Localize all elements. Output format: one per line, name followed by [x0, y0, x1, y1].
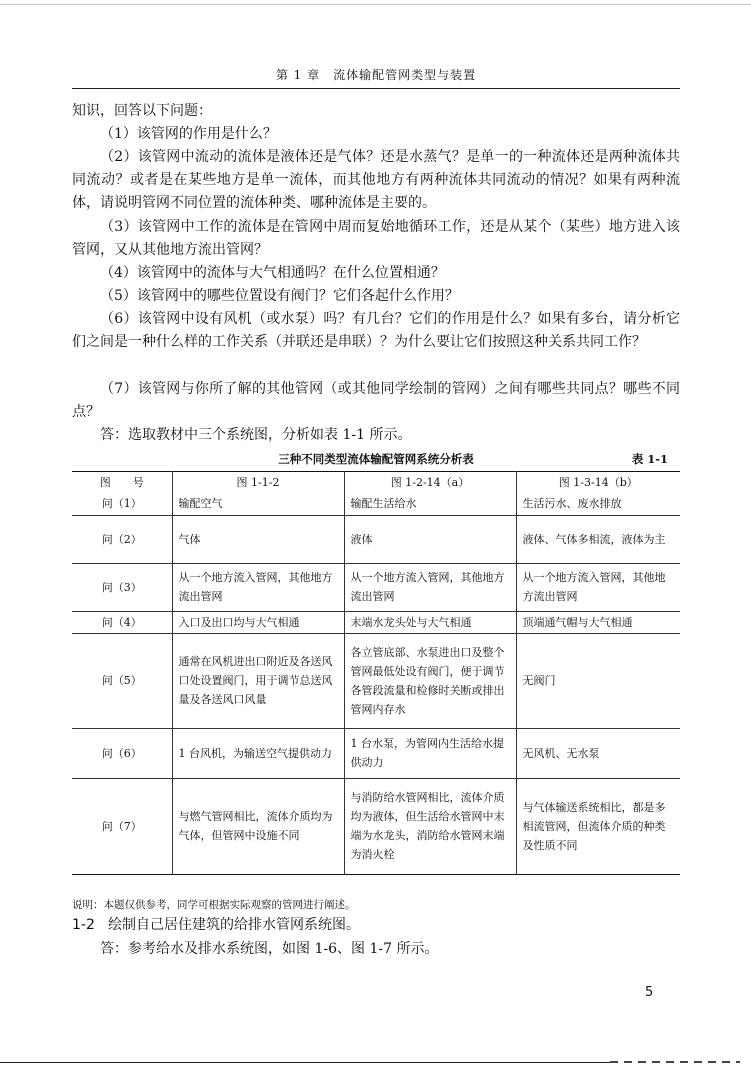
table-cell: 问（7）	[72, 778, 172, 874]
table-cell: 1 台风机，为输送空气提供动力	[172, 728, 344, 778]
table-cell: 顶端通气帽与大气相通	[516, 611, 680, 633]
table-cell: 与气体输送系统相比，都是多相流管网，但流体介质的种类及性质不同	[516, 778, 680, 874]
running-header	[72, 62, 680, 89]
table-cell: 从一个地方流入管网，其他地方流出管网	[516, 563, 680, 611]
question-3: （3）该管网中工作的流体是在管网中周而复始地循环工作，还是从某个（某些）地方进入该管网，又从其他地方流出管网？	[72, 219, 680, 259]
table-row	[72, 515, 680, 563]
table-cell: 入口及出口均与大气相通	[172, 611, 344, 633]
table-cell: 1 台水泵，为管网内生活给水提供动力	[344, 728, 516, 778]
answer-intro: 答：选取教材中三个系统图，分析如表 1-1 所示。	[100, 427, 412, 443]
section-answer: 答：参考给水及排水系统图，如图 1-6、图 1-7 所示。	[100, 941, 439, 957]
table-header-row	[72, 472, 680, 494]
table-cell: 问（6）	[72, 728, 172, 778]
table-header-cell: 图 1-2-14（a）	[344, 472, 516, 494]
table-header-cell: 图 号	[72, 472, 172, 494]
question-2: （2）该管网中流动的流体是液体还是气体？还是水蒸气？是单一的一种流体还是两种流体共同流动？或者是在某些地方是单一流体，而其他地方有两种流体共同流动的情况？如果有两种流体，请说明管网不同位置的流体种类、哪种流体是主要的。	[72, 149, 680, 212]
table-note: 说明：本题仅供参考，同学可根据实际观察的管网进行阐述。	[72, 899, 356, 911]
table-cell: 生活污水、废水排放	[516, 493, 680, 515]
question-5: （5）该管网中的哪些位置设有阀门？它们各起什么作用？	[100, 288, 459, 304]
question-4: （4）该管网中的流体与大气相通吗？在什么位置相通？	[100, 265, 445, 281]
table-cell: 问（4）	[72, 611, 172, 633]
table-cell: 输配生活给水	[344, 493, 516, 515]
question-6: （6）该管网中设有风机（或水泵）吗？有几台？它们的作用是什么？如果有多台，请分析它们之间是一种什么样的工作关系（并联还是串联）？为什么要让它们按照这种关系共同工作？	[72, 311, 680, 351]
section-number: 1-2	[72, 917, 95, 933]
table-row	[72, 728, 680, 778]
table-cell: 问（2）	[72, 515, 172, 563]
table-row	[72, 778, 680, 874]
table-cell: 从一个地方流入管网，其他地方流出管网	[172, 563, 344, 611]
table-title: 三种不同类型流体输配管网系统分析表	[278, 452, 474, 466]
table-cell: 从一个地方流入管网，其他地方流出管网	[344, 563, 516, 611]
table-cell: 与燃气管网相比，流体介质均为气体，但管网中设施不同	[172, 778, 344, 874]
table-row	[72, 611, 680, 633]
table-cell: 问（5）	[72, 633, 172, 728]
table-cell: 问（3）	[72, 563, 172, 611]
table-row	[72, 563, 680, 611]
header-text: 第 1 章 流体输配管网类型与装置	[275, 68, 477, 82]
table-header-cell: 图 1-1-2	[172, 472, 344, 494]
table-cell: 无阀门	[516, 633, 680, 728]
table-cell: 液体	[344, 515, 516, 563]
table-cell: 末端水龙头处与大气相通	[344, 611, 516, 633]
analysis-table	[72, 471, 680, 875]
table-cell: 无风机、无水泵	[516, 728, 680, 778]
table-cell: 各立管底部、水泵进出口及整个管网最低处设有阀门，便于调节各管段流量和检修时关断或排出管网内存水	[344, 633, 516, 728]
table-number: 表 1-1	[631, 452, 668, 466]
footer-rule	[0, 1062, 610, 1063]
table-cell: 问（1）	[72, 493, 172, 515]
table-cell: 与消防给水管网相比，流体介质均为液体，但生活给水管网中末端为水龙头，消防给水管网末端为消火栓	[344, 778, 516, 874]
scan-top-edge	[0, 4, 751, 5]
question-1: （1）该管网的作用是什么？	[100, 126, 277, 142]
table-cell: 通常在风机进出口附近及各送风口处设置阀门，用于调节总送风量及各送风口风量	[172, 633, 344, 728]
table-cell: 气体	[172, 515, 344, 563]
page-number: 5	[645, 985, 654, 1000]
question-7: （7）该管网与你所了解的其他管网（或其他同学绘制的管网）之间有哪些共同点？哪些不同点？	[72, 381, 680, 421]
footer-dashed-rule	[610, 1061, 740, 1063]
table-row	[72, 633, 680, 728]
table-header-cell: 图 1-3-14（b）	[516, 472, 680, 494]
table-cell: 液体、气体多相流，液体为主	[516, 515, 680, 563]
paragraph-intro: 知识，回答以下问题：	[72, 103, 212, 119]
table-cell: 输配空气	[172, 493, 344, 515]
section-title: 绘制自己居住建筑的给排水管网系统图。	[108, 917, 360, 933]
table-row	[72, 493, 680, 515]
